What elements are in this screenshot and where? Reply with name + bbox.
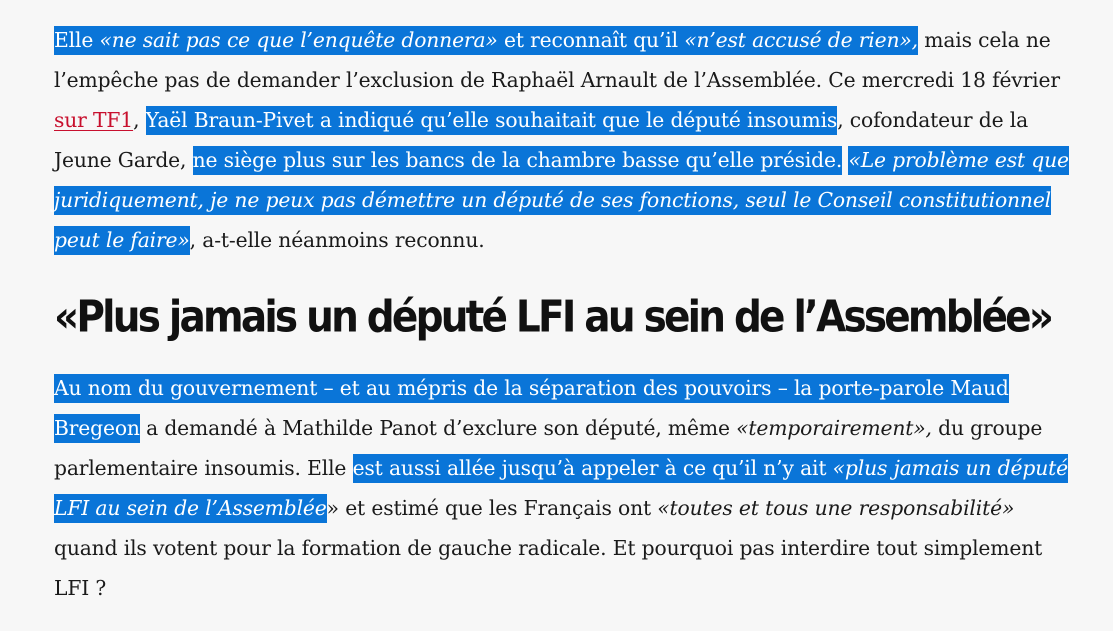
- highlighted-text: Au nom du gouvernement – et au mépris de la séparation des pouvoirs – la porte-parole Maud Bregeon: [54, 374, 1009, 443]
- highlighted-text: est aussi allée jusqu’à appeler à ce qu’il n’y ait: [353, 454, 833, 483]
- highlighted-text: ne siège plus sur les bancs de la chambre basse qu’elle préside.: [193, 146, 843, 175]
- section-heading: «Plus jamais un député LFI au sein de l’Assemblée»: [54, 292, 1052, 343]
- body-text: mais cela ne l’empêche pas de demander l’exclusion de Raphaël Arnault de l’Assemblée. Ce mercredi 18 février: [54, 28, 1060, 92]
- paragraph-1: [54, 20, 1074, 260]
- highlighted-text: Yaël Braun-Pivet a indiqué qu’elle souhaitait que le député insoumis: [146, 106, 838, 135]
- highlighted-text: et reconnaît qu’il: [498, 26, 685, 55]
- body-text: a demandé à Mathilde Panot d’exclure son député, même: [139, 416, 737, 440]
- highlighted-quote: «plus jamais un député LFI au sein de l’Assemblée: [54, 454, 1068, 523]
- tf1-link[interactable]: sur TF1: [54, 108, 134, 132]
- highlighted-quote: «ne sait pas ce que l’enquête donnera»: [99, 26, 497, 55]
- article-body: [54, 20, 1074, 608]
- highlighted-quote: «Le problème est que juridiquement, je ne peux pas démettre un député de ses fonctions, seul le Conseil constitutionnel peut le faire»: [54, 146, 1069, 255]
- italic-quote: «toutes et tous une responsabilité»: [657, 496, 1015, 520]
- paragraph-2: [54, 368, 1074, 608]
- body-text: du groupe parlementaire insoumis. Elle: [54, 416, 1043, 480]
- body-text: , a-t-elle néanmoins reconnu.: [189, 228, 485, 252]
- body-text: , cofondateur de la Jeune Garde,: [54, 108, 1029, 172]
- italic-quote: «temporairement»,: [736, 416, 932, 440]
- body-text: quand ils votent pour la formation de gauche radicale. Et pourquoi pas interdire tout simplement LFI ?: [54, 536, 1043, 600]
- body-text: » et estimé que les Français ont: [326, 496, 658, 520]
- highlighted-text: Elle: [54, 26, 99, 55]
- highlighted-quote: «n’est accusé de rien»,: [684, 26, 918, 55]
- body-text: ,: [133, 108, 146, 132]
